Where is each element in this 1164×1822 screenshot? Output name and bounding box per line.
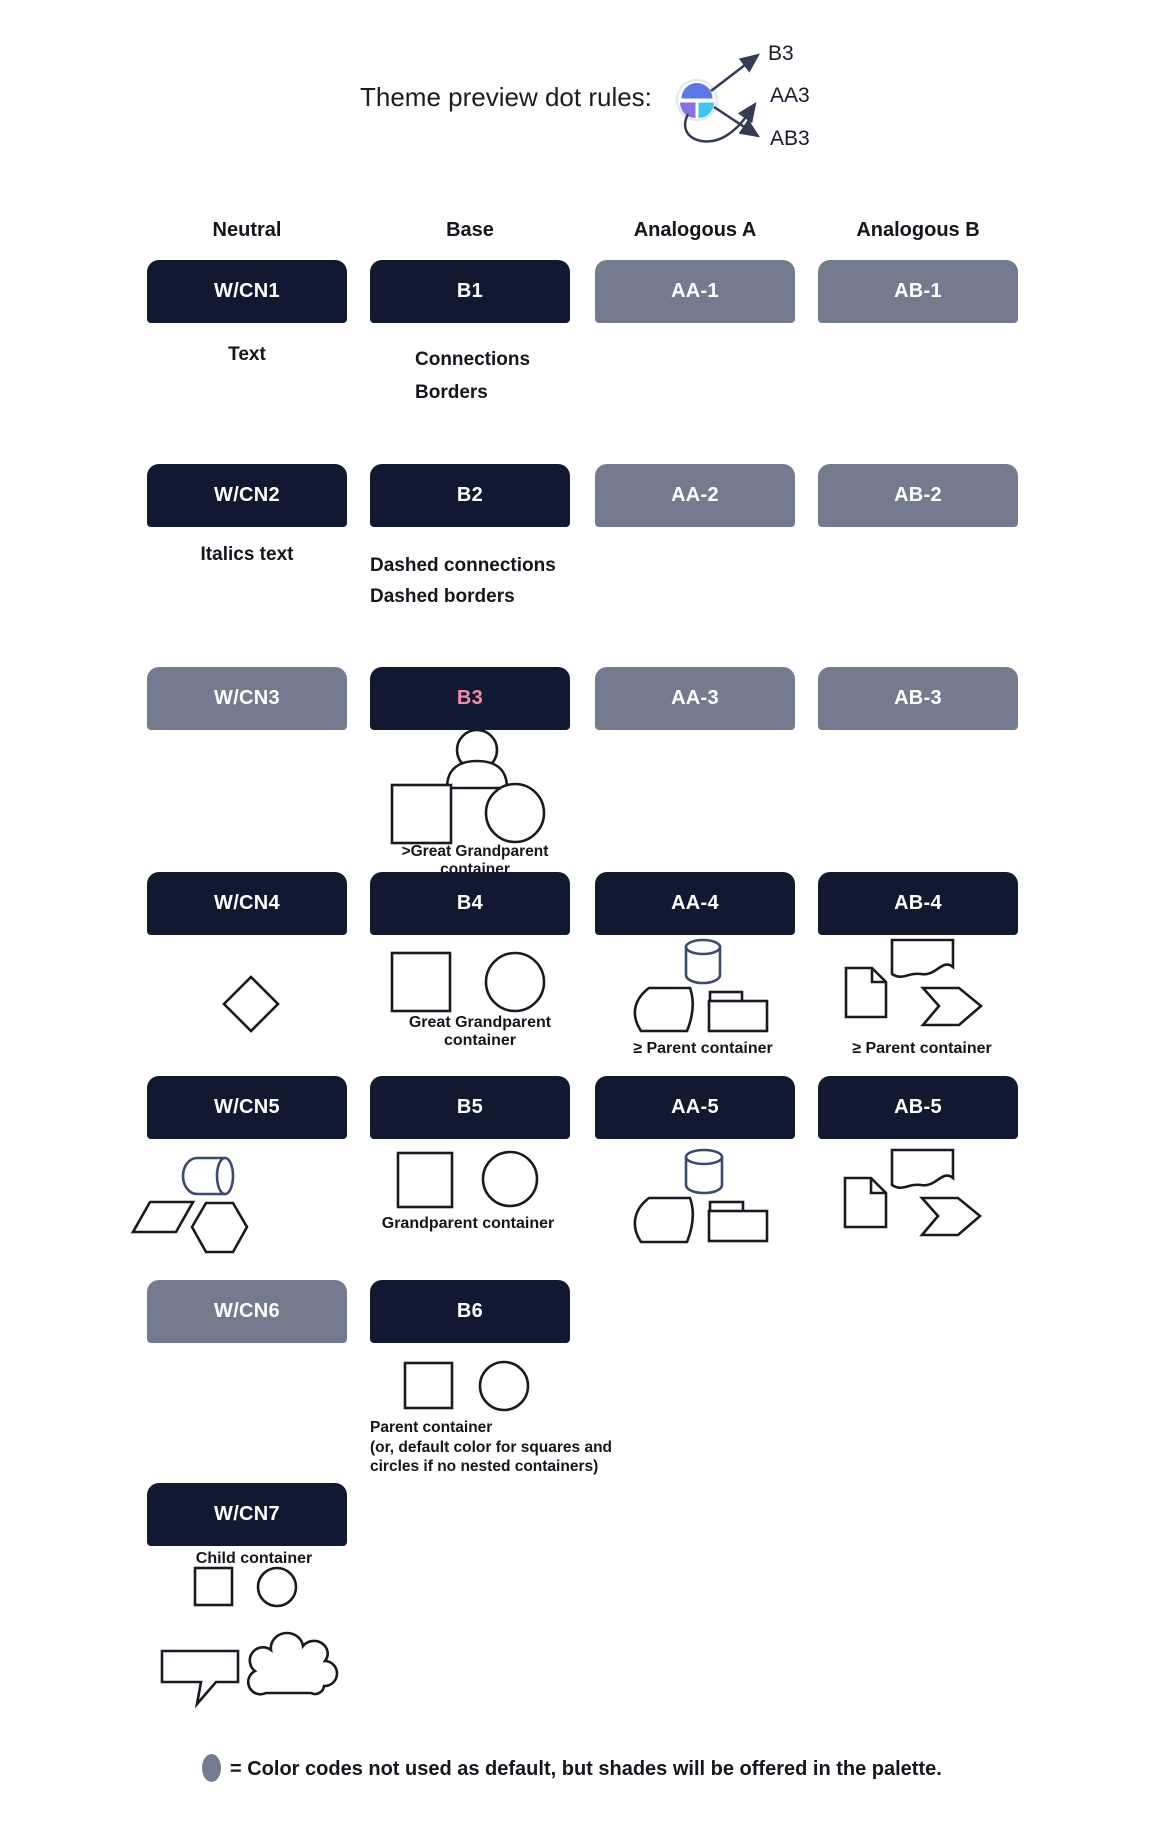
chevron-shape [922,1198,980,1235]
theme-preview-dot-icon [677,80,717,120]
dot-rule-arrows [685,55,758,141]
document-fold [871,1178,886,1193]
horizontal-cylinder-body [183,1158,225,1194]
swatch-wcn6: W/CN6 [147,1280,347,1343]
circle-shape [258,1568,296,1606]
aa4-shapes [635,940,767,1031]
column-header-analogous-a: Analogous A [633,219,757,241]
swatch-ab2: AB-2 [818,464,1018,527]
caption-dashed-borders: Dashed borders [370,586,515,607]
chevron-shape [923,988,981,1025]
legend-gray-dot-icon [202,1754,221,1782]
swatch-ab3: AB-3 [818,667,1018,730]
column-header-analogous-b: Analogous B [856,219,980,241]
person-shoulders-icon [447,761,507,788]
aa5-shapes [635,1150,767,1242]
cloud-shape [248,1633,337,1694]
swatch-wcn2: W/CN2 [147,464,347,527]
square-shape [392,785,451,843]
cylinder-top [686,1150,722,1164]
legend-text: = Color codes not used as default, but shades will be offered in the palette. [230,1758,942,1780]
swatch-wcn7: W/CN7 [147,1483,347,1546]
caption-parent-ab4: ≥ Parent container [852,1040,992,1057]
swatch-b5: B5 [370,1076,570,1139]
caption-parent-line1: Parent container [370,1419,493,1436]
folder-tab [710,992,742,1002]
caption-grandparent: Grandparent container [381,1215,555,1232]
swatch-b4: B4 [370,872,570,935]
dot-rule-label-aa3: AA3 [770,84,810,107]
caption-child-container: Child container [195,1550,313,1567]
caption-text: Text [228,344,266,365]
wcn4-diamond-shape [224,977,278,1031]
cylinder-top [686,940,720,954]
square-shape [398,1153,452,1207]
caption-parent-line3: circles if no nested containers) [370,1458,599,1475]
b6-shapes-square-circle [405,1362,528,1410]
swatch-aa5: AA-5 [595,1076,795,1139]
swatch-aa2: AA-2 [595,464,795,527]
stored-data-shape [635,988,693,1031]
folder-tab [710,1202,743,1212]
swatch-b2: B2 [370,464,570,527]
arrow-to-aa3 [685,104,755,141]
caption-parent-line2: (or, default color for squares and [370,1438,613,1456]
page-title: Theme preview dot rules: [360,82,652,112]
caption-connections: Connections [415,349,531,370]
ab5-shapes [845,1150,980,1235]
swatch-ab1: AB-1 [818,260,1018,323]
caption-great-grandparent: Great Grandparent container [408,1014,552,1049]
square-shape [405,1363,452,1408]
wavy-document-shape [892,1150,953,1188]
document-shape [845,1178,886,1227]
caption-borders: Borders [415,382,488,403]
document-fold [872,968,886,982]
hexagon-shape [192,1203,247,1252]
caption-great-grandparent-gt: >Great Grandparent container [401,843,549,878]
circle-shape [480,1362,528,1410]
document-shape [846,968,886,1017]
wavy-document-shape [892,940,953,977]
caption-parent-aa4: ≥ Parent container [633,1040,773,1057]
swatch-aa3: AA-3 [595,667,795,730]
circle-shape [486,953,544,1011]
swatch-wcn1: W/CN1 [147,260,347,323]
swatch-b6: B6 [370,1280,570,1343]
swatch-b1: B1 [370,260,570,323]
arrow-to-b3 [711,55,758,91]
folder-body [709,1001,767,1031]
square-shape [392,953,450,1011]
dot-rule-label-ab3: AB3 [770,127,810,150]
swatch-b3: B3 [370,667,570,730]
wcn5-shapes [133,1158,247,1252]
swatch-ab4: AB-4 [818,872,1018,935]
b5-shapes-square-circle [398,1152,537,1207]
swatch-aa1: AA-1 [595,260,795,323]
caption-dashed-connections: Dashed connections [370,555,556,576]
cylinder-body [686,947,720,983]
caption-italics-text: Italics text [200,544,294,565]
parallelogram-shape [133,1202,193,1232]
horizontal-cylinder-end [217,1158,233,1194]
swatch-aa4: AA-4 [595,872,795,935]
swatch-wcn3: W/CN3 [147,667,347,730]
cylinder-body [686,1157,722,1193]
circle-shape [483,1152,537,1206]
stored-data-shape [635,1198,693,1242]
speech-bubble-shape [162,1651,238,1704]
swatch-ab5: AB-5 [818,1076,1018,1139]
circle-shape [486,784,544,842]
caption-dashed [370,550,556,612]
caption-connections-borders [415,343,530,409]
b4-shapes-square-circle [392,953,544,1011]
dot-rule-label-b3: B3 [768,42,794,65]
folder-body [709,1211,767,1241]
square-shape [195,1568,232,1605]
person-head-icon [457,730,497,770]
b3-shapes-person-square-circle [392,730,544,843]
wcn7-shapes [162,1568,337,1704]
column-header-base: Base [446,219,494,241]
column-header-neutral: Neutral [212,219,282,241]
ab4-shapes [846,940,981,1025]
swatch-wcn4: W/CN4 [147,872,347,935]
caption-parent-default [370,1418,612,1477]
arrow-to-ab3 [714,107,758,136]
swatch-wcn5: W/CN5 [147,1076,347,1139]
